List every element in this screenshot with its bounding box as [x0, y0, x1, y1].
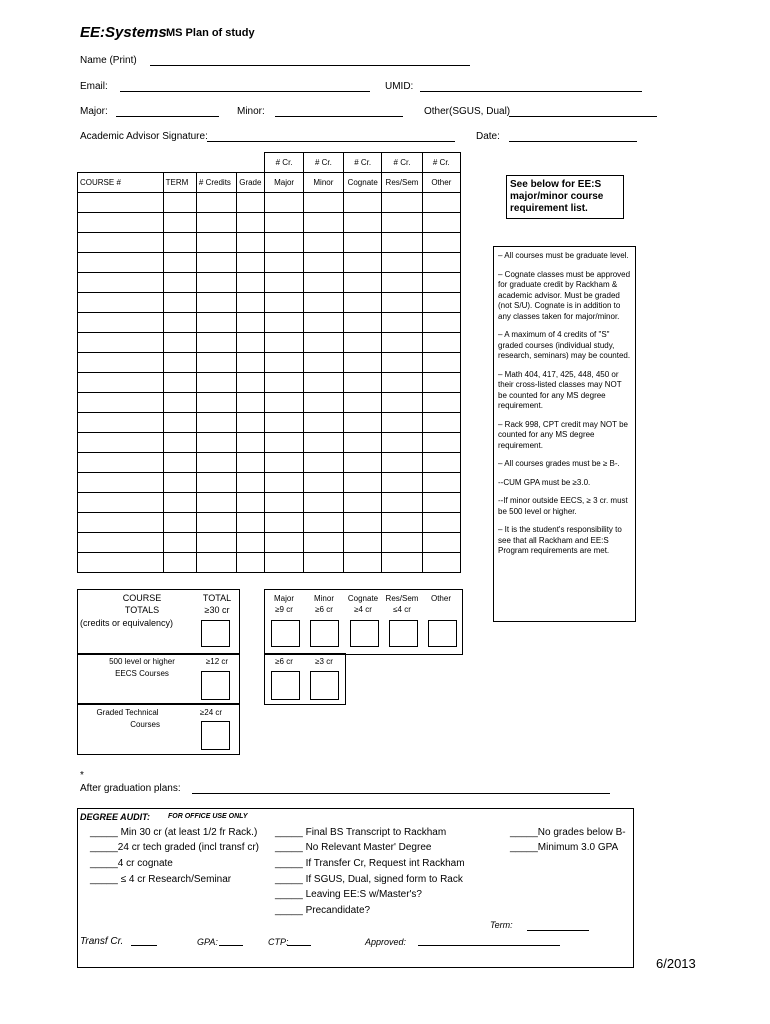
course-cell[interactable]: [422, 493, 460, 513]
course-row: [78, 233, 461, 253]
course-row: [78, 293, 461, 313]
col-header-cognate: Cognate: [344, 173, 382, 193]
transf-field[interactable]: [131, 945, 157, 946]
audit-check-item: _____ Final BS Transcript to Rackham: [275, 827, 447, 838]
cr-header: # Cr.: [303, 153, 343, 173]
course-cell[interactable]: [422, 553, 460, 573]
course-cell[interactable]: [344, 473, 382, 493]
course-cell[interactable]: [382, 433, 422, 453]
course-cell[interactable]: [344, 193, 382, 213]
ressem-total-input[interactable]: [389, 620, 418, 647]
course-cell[interactable]: [422, 433, 460, 453]
course-cell[interactable]: [303, 333, 343, 353]
course-cell[interactable]: [382, 233, 422, 253]
umid-label: UMID:: [385, 81, 414, 92]
course-cell[interactable]: [237, 493, 265, 513]
eecs-minor-req: ≥3 cr: [315, 657, 333, 666]
eecs-major-input[interactable]: [271, 671, 300, 700]
course-cell[interactable]: [196, 553, 236, 573]
gpa-field[interactable]: [219, 945, 243, 946]
course-cell[interactable]: [196, 293, 236, 313]
eecs-label-2: EECS Courses: [115, 669, 169, 678]
footer-date: 6/2013: [656, 956, 696, 971]
eecs-label-1: 500 level or higher: [109, 657, 175, 666]
major-total-label: Major: [273, 594, 294, 603]
course-cell[interactable]: [422, 473, 460, 493]
tech-label-2: Courses: [130, 720, 160, 729]
course-cell[interactable]: [422, 313, 460, 333]
eecs-req: ≥12 cr: [205, 657, 229, 666]
course-cell[interactable]: [78, 353, 164, 373]
col-header-course: COURSE #: [78, 173, 164, 193]
cr-header: # Cr.: [344, 153, 382, 173]
tech-req: ≥24 cr: [199, 708, 223, 717]
minor-total-req: ≥6 cr: [315, 605, 333, 614]
course-row: [78, 273, 461, 293]
course-cell[interactable]: [237, 253, 265, 273]
course-cell[interactable]: [237, 453, 265, 473]
major-label: Major:: [80, 106, 108, 117]
course-cell[interactable]: [78, 293, 164, 313]
col-header-other: Other: [422, 173, 460, 193]
date-field[interactable]: [509, 141, 637, 142]
course-cell[interactable]: [196, 193, 236, 213]
course-cell[interactable]: [422, 453, 460, 473]
requirements-notes: [493, 246, 636, 622]
course-cell[interactable]: [78, 473, 164, 493]
course-row: [78, 433, 461, 453]
email-field[interactable]: [120, 91, 370, 92]
note-item: – Rack 998, CPT credit may NOT be counted for any MS degree requirement.: [498, 419, 628, 450]
form-title: EE:Systems: [80, 24, 167, 41]
course-cell[interactable]: [265, 373, 303, 393]
audit-check-item: _____ ≤ 4 cr Research/Seminar: [90, 874, 232, 885]
term-field[interactable]: [527, 930, 589, 931]
audit-check-item: _____ Leaving EE:S w/Master's?: [275, 889, 422, 900]
course-cell[interactable]: [78, 253, 164, 273]
col-header-term: TERM: [163, 173, 196, 193]
course-cell[interactable]: [382, 333, 422, 353]
eecs-major-req: ≥6 cr: [275, 657, 293, 666]
total-req: ≥30 cr: [204, 605, 230, 615]
course-cell[interactable]: [422, 333, 460, 353]
course-cell[interactable]: [303, 553, 343, 573]
course-cell[interactable]: [78, 533, 164, 553]
course-cell[interactable]: [196, 413, 236, 433]
course-cell[interactable]: [163, 473, 196, 493]
course-cell[interactable]: [344, 433, 382, 453]
total-input-box[interactable]: [201, 620, 230, 647]
course-cell[interactable]: [78, 213, 164, 233]
course-cell[interactable]: [78, 413, 164, 433]
course-cell[interactable]: [303, 473, 343, 493]
advisor-signature-field[interactable]: [207, 141, 455, 142]
course-cell[interactable]: [344, 253, 382, 273]
course-row: [78, 473, 461, 493]
audit-check-item: _____4 cr cognate: [90, 858, 173, 869]
ressem-total-req: ≤4 cr: [393, 605, 411, 614]
course-cell[interactable]: [237, 473, 265, 493]
cr-header: # Cr.: [382, 153, 422, 173]
audit-check-item: _____ If SGUS, Dual, signed form to Rack: [275, 874, 463, 885]
course-cell[interactable]: [422, 213, 460, 233]
totals-label-1: COURSE: [122, 593, 162, 603]
course-cell[interactable]: [422, 353, 460, 373]
col-header-minor: Minor: [303, 173, 343, 193]
course-row: [78, 353, 461, 373]
course-cell[interactable]: [163, 433, 196, 453]
course-cell[interactable]: [344, 513, 382, 533]
course-cell[interactable]: [265, 273, 303, 293]
form-subtitle: MS Plan of study: [166, 27, 255, 39]
course-cell[interactable]: [265, 253, 303, 273]
course-cell[interactable]: [382, 293, 422, 313]
minor-label: Minor:: [237, 106, 265, 117]
course-cell[interactable]: [382, 413, 422, 433]
course-cell[interactable]: [78, 273, 164, 293]
course-row: [78, 373, 461, 393]
course-cell[interactable]: [78, 433, 164, 453]
course-cell[interactable]: [344, 533, 382, 553]
eecs-input-box[interactable]: [201, 671, 230, 700]
approved-field[interactable]: [418, 945, 560, 946]
name-field[interactable]: [150, 65, 470, 66]
course-cell[interactable]: [163, 453, 196, 473]
course-cell[interactable]: [303, 273, 343, 293]
course-cell[interactable]: [382, 393, 422, 413]
other-total-input[interactable]: [428, 620, 457, 647]
course-cell[interactable]: [382, 553, 422, 573]
course-cell[interactable]: [303, 253, 343, 273]
course-cell[interactable]: [382, 533, 422, 553]
course-row: [78, 493, 461, 513]
course-cell[interactable]: [382, 313, 422, 333]
course-cell[interactable]: [196, 393, 236, 413]
course-cell[interactable]: [78, 453, 164, 473]
course-cell[interactable]: [382, 213, 422, 233]
course-cell[interactable]: [382, 373, 422, 393]
course-cell[interactable]: [382, 513, 422, 533]
course-cell[interactable]: [422, 253, 460, 273]
course-cell[interactable]: [196, 233, 236, 253]
course-row: [78, 513, 461, 533]
course-cell[interactable]: [265, 233, 303, 253]
course-cell[interactable]: [265, 353, 303, 373]
note-item: --CUM GPA must be ≥3.0.: [498, 477, 591, 487]
course-cell[interactable]: [163, 293, 196, 313]
course-cell[interactable]: [196, 353, 236, 373]
course-cell[interactable]: [265, 193, 303, 213]
after-grad-field[interactable]: [192, 793, 610, 794]
course-cell[interactable]: [237, 293, 265, 313]
course-cell[interactable]: [78, 373, 164, 393]
course-cell[interactable]: [265, 413, 303, 433]
course-cell[interactable]: [163, 393, 196, 413]
other-label: Other(SGUS, Dual): [424, 106, 511, 117]
course-cell[interactable]: [344, 493, 382, 513]
course-cell[interactable]: [303, 213, 343, 233]
course-cell[interactable]: [237, 353, 265, 373]
course-cell[interactable]: [163, 493, 196, 513]
course-row: [78, 213, 461, 233]
course-cell[interactable]: [237, 273, 265, 293]
course-cell[interactable]: [382, 193, 422, 213]
course-cell[interactable]: [303, 293, 343, 313]
name-label: Name (Print): [80, 55, 137, 66]
course-cell[interactable]: [237, 333, 265, 353]
see-below-note: See below for EE:S major/minor course requirement list.: [506, 175, 624, 219]
course-cell[interactable]: [344, 293, 382, 313]
course-cell[interactable]: [163, 553, 196, 573]
tech-label-1: Graded Technical: [96, 708, 159, 717]
cr-header: # Cr.: [265, 153, 303, 173]
course-cell[interactable]: [78, 553, 164, 573]
advisor-label: Academic Advisor Signature:: [80, 131, 208, 142]
email-label: Email:: [80, 81, 108, 92]
course-cell[interactable]: [344, 273, 382, 293]
course-cell[interactable]: [163, 193, 196, 213]
cognate-total-label: Cognate: [347, 594, 379, 603]
course-cell[interactable]: [78, 333, 164, 353]
course-cell[interactable]: [163, 273, 196, 293]
audit-office-only: FOR OFFICE USE ONLY: [168, 813, 248, 820]
audit-title: DEGREE AUDIT:: [80, 812, 151, 822]
major-total-req: ≥9 cr: [275, 605, 293, 614]
course-cell[interactable]: [196, 313, 236, 333]
course-cell[interactable]: [344, 333, 382, 353]
audit-check-item: _____24 cr tech graded (incl transf cr): [90, 842, 259, 853]
course-cell[interactable]: [422, 293, 460, 313]
course-cell[interactable]: [344, 553, 382, 573]
audit-check-item: _____Minimum 3.0 GPA: [510, 842, 619, 853]
note-item: – All courses must be graduate level.: [498, 251, 629, 260]
course-cell[interactable]: [344, 453, 382, 473]
course-cell[interactable]: [265, 313, 303, 333]
course-cell[interactable]: [78, 513, 164, 533]
course-row: [78, 453, 461, 473]
course-cell[interactable]: [422, 513, 460, 533]
course-cell[interactable]: [265, 393, 303, 413]
course-cell[interactable]: [237, 513, 265, 533]
course-cell[interactable]: [237, 193, 265, 213]
totals-label-3: (credits or equivalency): [80, 618, 174, 628]
course-cell[interactable]: [196, 493, 236, 513]
course-cell[interactable]: [78, 313, 164, 333]
col-header-ressem: Res/Sem: [382, 173, 422, 193]
eecs-minor-input[interactable]: [310, 671, 339, 700]
course-cell[interactable]: [196, 253, 236, 273]
other-field[interactable]: [509, 116, 657, 117]
after-grad-label: After graduation plans:: [80, 783, 181, 794]
course-cell[interactable]: [422, 533, 460, 553]
course-cell[interactable]: [196, 373, 236, 393]
cr-header: # Cr.: [422, 153, 460, 173]
course-table: [77, 152, 461, 573]
col-header-credits: # Credits: [196, 173, 236, 193]
course-cell[interactable]: [344, 413, 382, 433]
course-cell[interactable]: [163, 533, 196, 553]
course-cell[interactable]: [196, 513, 236, 533]
course-row: [78, 313, 461, 333]
minor-total-label: Minor: [313, 594, 334, 603]
course-cell[interactable]: [78, 493, 164, 513]
note-item: – It is the student's responsibility to see that all Rackham and EE:S Program requirements are met.: [498, 525, 622, 555]
course-cell[interactable]: [344, 233, 382, 253]
course-cell[interactable]: [303, 373, 343, 393]
course-cell[interactable]: [303, 493, 343, 513]
course-cell[interactable]: [237, 433, 265, 453]
course-cell[interactable]: [237, 413, 265, 433]
course-cell[interactable]: [303, 393, 343, 413]
course-cell[interactable]: [163, 373, 196, 393]
course-cell[interactable]: [265, 433, 303, 453]
course-cell[interactable]: [78, 393, 164, 413]
audit-check-item: _____ Precandidate?: [275, 905, 371, 916]
course-cell[interactable]: [303, 453, 343, 473]
course-cell[interactable]: [265, 513, 303, 533]
course-cell[interactable]: [265, 493, 303, 513]
course-cell[interactable]: [237, 233, 265, 253]
course-cell[interactable]: [344, 393, 382, 413]
gpa-label: GPA:: [197, 937, 218, 947]
course-cell[interactable]: [382, 493, 422, 513]
col-header-grade: Grade: [237, 173, 265, 193]
course-cell[interactable]: [422, 273, 460, 293]
course-cell[interactable]: [78, 233, 164, 253]
course-cell[interactable]: [265, 293, 303, 313]
audit-check-item: _____No grades below B-: [510, 827, 626, 838]
note-item: – All courses grades must be ≥ B-.: [498, 459, 620, 468]
course-cell[interactable]: [382, 253, 422, 273]
course-cell[interactable]: [422, 233, 460, 253]
course-cell[interactable]: [303, 233, 343, 253]
course-cell[interactable]: [237, 213, 265, 233]
course-cell[interactable]: [196, 333, 236, 353]
asterisk: *: [80, 770, 84, 781]
course-cell[interactable]: [422, 373, 460, 393]
note-item: – Cognate classes must be approved for graduate credit by Rackham & academic advisor. Must be graded (not S/U). Cognate is in addition to any classes taken for major/minor.: [498, 269, 631, 321]
course-row: [78, 193, 461, 213]
term-label: Term:: [490, 920, 513, 930]
umid-field[interactable]: [420, 91, 642, 92]
course-row: [78, 333, 461, 353]
course-cell[interactable]: [196, 273, 236, 293]
course-cell[interactable]: [237, 373, 265, 393]
course-cell[interactable]: [344, 373, 382, 393]
course-row: [78, 553, 461, 573]
course-cell[interactable]: [422, 393, 460, 413]
course-cell[interactable]: [382, 453, 422, 473]
minor-total-input[interactable]: [310, 620, 339, 647]
note-item: --If minor outside EECS, ≥ 3 cr. must be 500 level or higher.: [498, 496, 628, 516]
course-cell[interactable]: [163, 233, 196, 253]
course-cell[interactable]: [196, 473, 236, 493]
course-cell[interactable]: [265, 213, 303, 233]
course-row: [78, 393, 461, 413]
course-cell[interactable]: [265, 453, 303, 473]
course-cell[interactable]: [163, 253, 196, 273]
note-item: – A maximum of 4 credits of "S" graded courses (individual study, research, seminars) may be counted.: [498, 330, 631, 360]
course-cell[interactable]: [303, 413, 343, 433]
transf-label: Transf Cr.: [80, 936, 124, 947]
course-cell[interactable]: [196, 453, 236, 473]
course-cell[interactable]: [382, 273, 422, 293]
cognate-total-input[interactable]: [350, 620, 379, 647]
approved-label: Approved:: [365, 937, 407, 947]
course-cell[interactable]: [163, 413, 196, 433]
course-cell[interactable]: [422, 413, 460, 433]
major-total-input[interactable]: [271, 620, 300, 647]
course-cell[interactable]: [303, 353, 343, 373]
cognate-total-req: ≥4 cr: [354, 605, 372, 614]
course-cell[interactable]: [237, 533, 265, 553]
course-cell[interactable]: [237, 393, 265, 413]
course-cell[interactable]: [382, 473, 422, 493]
course-cell[interactable]: [265, 473, 303, 493]
tech-input-box[interactable]: [201, 721, 230, 750]
ctp-label: CTP:: [268, 937, 289, 947]
course-cell[interactable]: [303, 533, 343, 553]
course-cell[interactable]: [303, 513, 343, 533]
course-row: [78, 413, 461, 433]
course-cell[interactable]: [303, 193, 343, 213]
audit-check-item: _____ No Relevant Master' Degree: [275, 842, 432, 853]
audit-check-item: _____ Min 30 cr (at least 1/2 fr Rack.): [90, 827, 258, 838]
course-cell[interactable]: [163, 313, 196, 333]
note-item: – Math 404, 417, 425, 448, 450 or their cross-listed classes may NOT be counted for any MS degree requirement.: [498, 369, 622, 410]
course-cell[interactable]: [303, 433, 343, 453]
course-cell[interactable]: [163, 513, 196, 533]
course-cell[interactable]: [163, 353, 196, 373]
course-cell[interactable]: [344, 213, 382, 233]
course-cell[interactable]: [163, 333, 196, 353]
course-cell[interactable]: [237, 313, 265, 333]
total-label: TOTAL: [202, 593, 232, 603]
ressem-total-label: Res/Sem: [385, 594, 419, 603]
course-cell[interactable]: [265, 333, 303, 353]
course-cell[interactable]: [344, 313, 382, 333]
course-cell[interactable]: [196, 213, 236, 233]
course-cell[interactable]: [78, 193, 164, 213]
course-cell[interactable]: [265, 533, 303, 553]
totals-label-2: TOTALS: [124, 605, 160, 615]
minor-field[interactable]: [275, 116, 403, 117]
course-cell[interactable]: [163, 213, 196, 233]
major-field[interactable]: [116, 116, 219, 117]
col-header-major: Major: [265, 173, 303, 193]
course-cell[interactable]: [196, 533, 236, 553]
course-cell[interactable]: [303, 313, 343, 333]
course-cell[interactable]: [265, 553, 303, 573]
audit-check-item: _____ If Transfer Cr, Request int Rackham: [275, 858, 465, 869]
course-cell[interactable]: [196, 433, 236, 453]
course-cell[interactable]: [344, 353, 382, 373]
other-total-label: Other: [430, 594, 451, 603]
course-cell[interactable]: [382, 353, 422, 373]
course-row: [78, 533, 461, 553]
course-row: [78, 253, 461, 273]
course-cell[interactable]: [422, 193, 460, 213]
course-cell[interactable]: [237, 553, 265, 573]
ctp-field[interactable]: [287, 945, 311, 946]
date-label: Date:: [476, 131, 500, 142]
